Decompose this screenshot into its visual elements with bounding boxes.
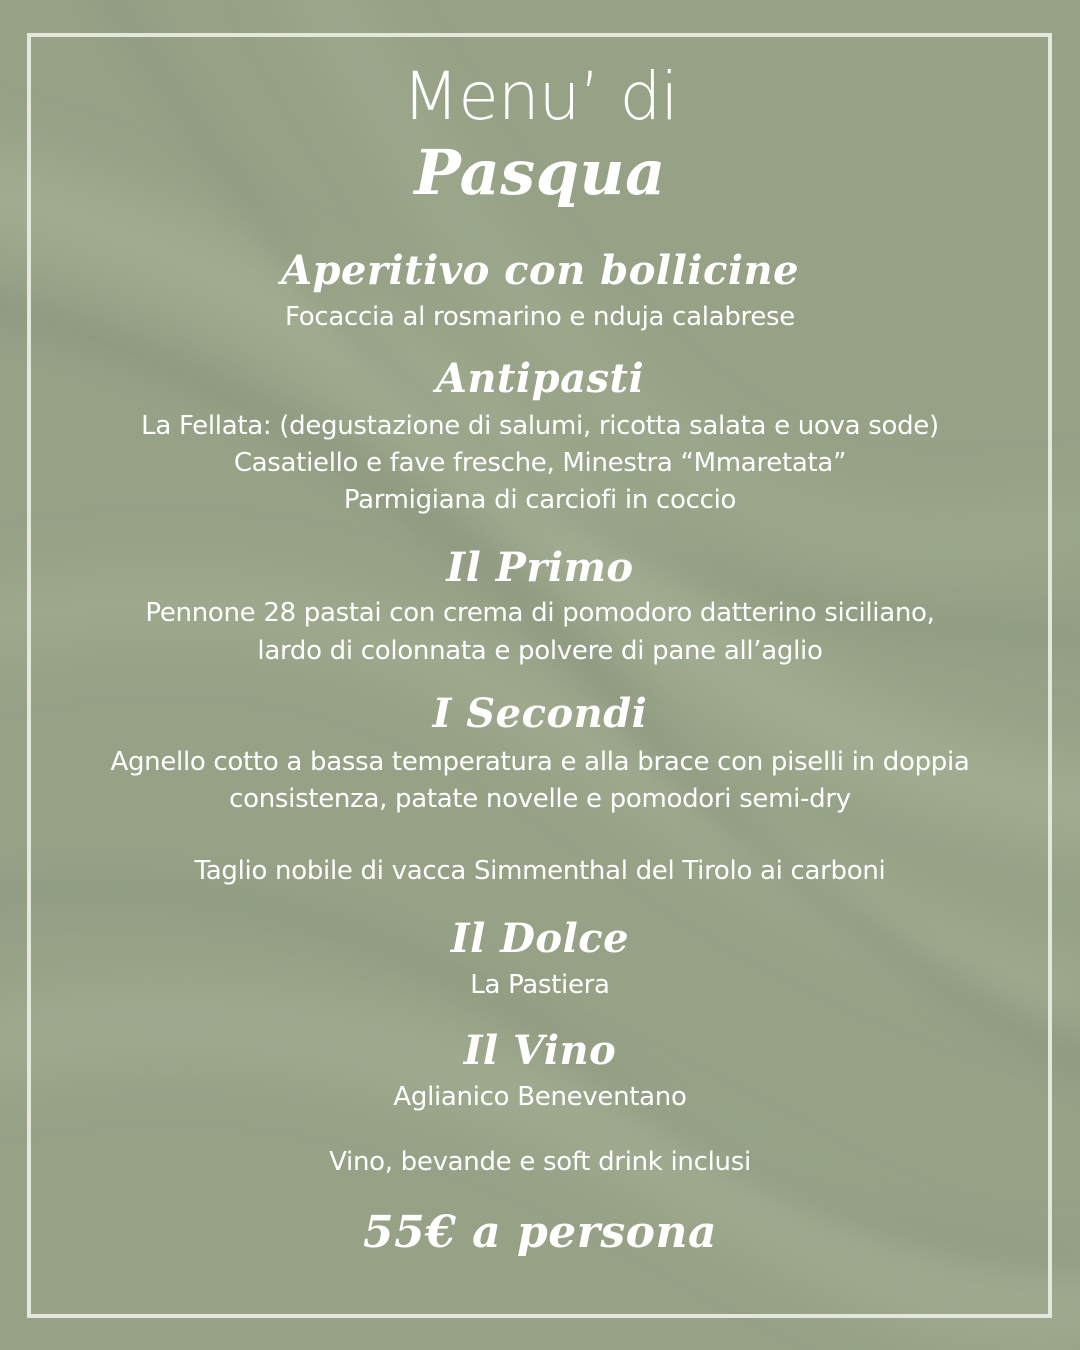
menu-item: Agnello cotto a bassa temperatura e alla brace con piselli in doppia — [110, 747, 970, 777]
section-title-dolce: Il Dolce — [450, 915, 630, 962]
section-title-antipasti: Antipasti — [435, 355, 645, 402]
menu-item: Casatiello e fave fresche, Minestra “Mmaretata” — [233, 448, 847, 478]
menu-item: La Pastiera — [470, 970, 610, 1000]
section-title-secondi: I Secondi — [432, 690, 648, 737]
menu-subtitle: Pasqua — [414, 136, 666, 209]
menu-item: Parmigiana di carciofi in coccio — [343, 485, 737, 515]
menu-item: La Fellata: (degustazione di salumi, ricotta salata e uova sode) — [141, 411, 939, 441]
price-label: 55€ a persona — [362, 1207, 718, 1258]
menu-item: lardo di colonnata e polvere di pane all’aglio — [257, 636, 823, 666]
section-title-aperitivo: Aperitivo con bollicine — [280, 247, 800, 294]
drinks-note: Vino, bevande e soft drink inclusi — [329, 1147, 751, 1177]
menu-item: Pennone 28 pastai con crema di pomodoro datterino siciliano, — [145, 598, 935, 628]
menu-title: Menu’ di — [402, 58, 678, 135]
menu-item: Taglio nobile di vacca Simmenthal del Tirolo ai carboni — [194, 856, 886, 886]
section-title-vino: Il Vino — [463, 1027, 617, 1074]
menu-item: Focaccia al rosmarino e nduja calabrese — [285, 302, 795, 332]
menu-item: Aglianico Beneventano — [393, 1082, 687, 1112]
section-title-primo: Il Primo — [446, 544, 634, 591]
menu-item: consistenza, patate novelle e pomodori semi-dry — [229, 784, 851, 814]
